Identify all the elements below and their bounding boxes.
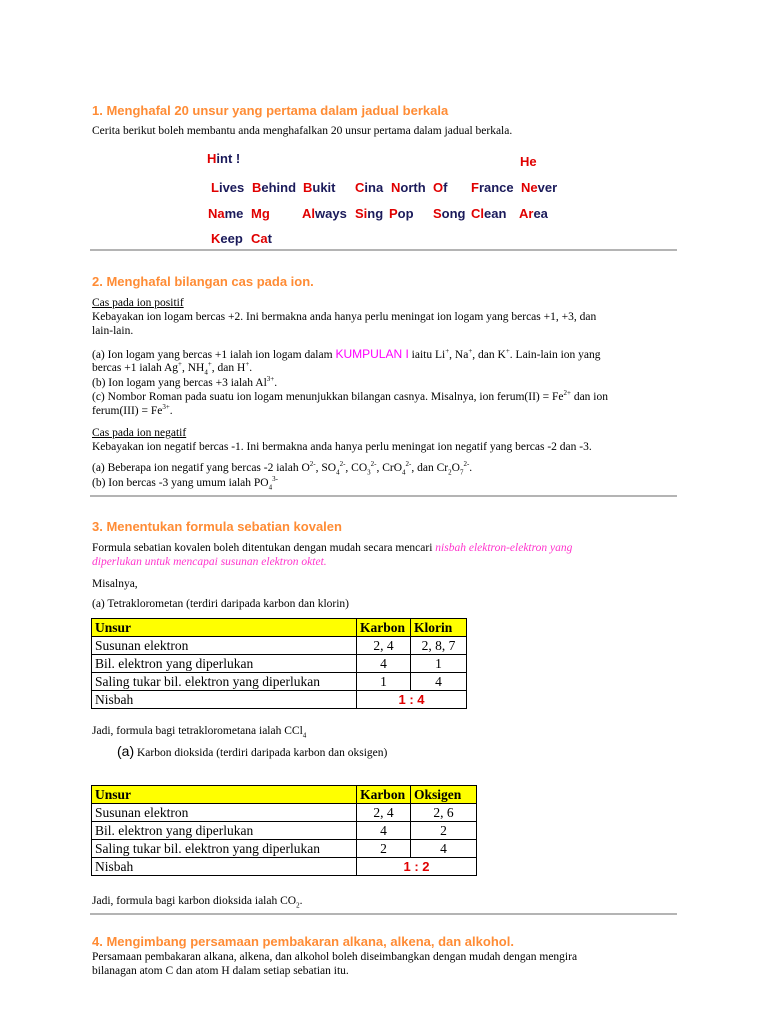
item-a: (a) Ion logam yang bercas +1 ialah ion logam dalam KUMPULAN I iaitu Li+, Na+, dan K+. Lain-lain ion yang <box>92 347 601 361</box>
hint-area: Area <box>519 206 548 221</box>
table-cell: Susunan elektron <box>92 637 357 655</box>
divider <box>90 495 677 497</box>
table-cell: 1 <box>357 673 411 691</box>
header-cell: Unsur <box>92 786 357 804</box>
table-cell: Nisbah <box>92 858 357 876</box>
table-cell: Saling tukar bil. elektron yang diperlukan <box>92 840 357 858</box>
table-row <box>92 804 477 822</box>
neg-item-b: (b) Ion bercas -3 yang umum ialah $PO_4^{3-}$ <box>92 475 278 492</box>
hint-mg: Mg <box>251 206 270 221</box>
hint-pop: Pop <box>389 206 414 221</box>
example-b-label: (a) Karbon dioksida (terdiri daripada karbon dan oksigen) <box>117 743 388 759</box>
section-3-intro: Formula sebatian kovalen boleh ditentukan dengan mudah secara mencari nisbah elektron-elektron yang <box>92 542 573 554</box>
hint-cina: Cina <box>355 180 384 195</box>
hint-north: North <box>391 180 426 195</box>
table-cell: 2, 4 <box>357 637 411 655</box>
positive-ion-heading: Cas pada ion positif <box>92 297 184 309</box>
header-cell: Oksigen <box>411 786 477 804</box>
example-a-label: (a) Tetraklorometan (terdiri daripada karbon dan klorin) <box>92 598 349 610</box>
conclusion-ccl4: Jadi, formula bagi tetraklorometana ialah CCl$_4$ <box>92 725 307 740</box>
negative-ion-text: Kebayakan ion negatif bercas -1. Ini bermakna anda hanya perlu meningat ion negatif yang bercas -2 dan -3. <box>92 441 592 453</box>
table-cell: 2 <box>357 840 411 858</box>
hint-sing: Sing <box>355 206 384 221</box>
table-row <box>92 858 477 876</box>
table-cell: Bil. elektron yang diperlukan <box>92 655 357 673</box>
section-4-text-2: bilanagan atom C dan atom H dalam setiap sebatian itu. <box>92 965 349 977</box>
hint-song: Song <box>433 206 466 221</box>
table-cell: Susunan elektron <box>92 804 357 822</box>
hint-lives: Lives <box>211 180 245 195</box>
hint-behind: Behind <box>252 180 297 195</box>
negative-ion-heading: Cas pada ion negatif <box>92 427 187 439</box>
hint-never: Never <box>521 180 558 195</box>
hint-of: Of <box>433 180 448 195</box>
section-3-intro-2: diperlukan untuk mencapai susunan elektron oktet. <box>92 556 327 568</box>
table-row <box>92 840 477 858</box>
table-row <box>92 691 467 709</box>
divider <box>90 249 677 251</box>
section-3-title: 3. Menentukan formula sebatian kovalen <box>92 519 342 534</box>
conclusion-co2: Jadi, formula bagi karbon dioksida ialah $CO_2$. <box>92 895 303 910</box>
hint-france: France <box>471 180 514 195</box>
ratio-cell: 1 : 2 <box>357 858 477 876</box>
hint-cat: Cat <box>251 231 272 246</box>
header-cell: Unsur <box>92 619 357 637</box>
hint-bukit: Bukit <box>303 180 336 195</box>
table-cell: 4 <box>357 655 411 673</box>
section-1-title: 1. Menghafal 20 unsur yang pertama dalam jadual berkala <box>92 103 449 118</box>
neg-item-a: (a) Beberapa ion negatif yang bercas -2 ialah $O^{2-}$, $SO_4^{2-}$, $CO_3^{2-}$, CrO$_4^{2-}$, dan $Cr_2O_7^{2-}$. <box>92 460 473 477</box>
table-carbon-dioxide <box>91 785 477 876</box>
table-row <box>92 637 467 655</box>
table-row <box>92 673 467 691</box>
misalnya: Misalnya, <box>92 578 138 590</box>
table-cell: 4 <box>357 822 411 840</box>
hint-name: Name <box>208 206 244 221</box>
table-cell: 4 <box>411 840 477 858</box>
table-header-row <box>92 786 477 804</box>
item-c-line2: ferum(III) = $Fe^{3+}$. <box>92 403 173 417</box>
header-cell: Klorin <box>411 619 467 637</box>
table-cell: Nisbah <box>92 691 357 709</box>
table-cell: 2, 6 <box>411 804 477 822</box>
section-4-text: Persamaan pembakaran alkana, alkena, dan alkohol boleh diseimbangkan dengan mudah dengan mengira <box>92 951 578 963</box>
header-cell: Karbon <box>357 619 411 637</box>
item-a-line2: bercas +1 ialah Ag+, $NH_4^+$, dan H+. <box>92 360 253 377</box>
table-cell: 2 <box>411 822 477 840</box>
positive-ion-text: Kebayakan ion logam bercas +2. Ini bermakna anda hanya perlu meningat ion logam yang bercas +1, +3, dan <box>92 311 597 323</box>
table-row <box>92 822 477 840</box>
section-1-intro: Cerita berikut boleh membantu anda menghafalkan 20 unsur pertama dalam jadual berkala. <box>92 125 513 137</box>
positive-ion-text-2: lain-lain. <box>92 325 134 337</box>
header-cell: Karbon <box>357 786 411 804</box>
table-cell: Bil. elektron yang diperlukan <box>92 822 357 840</box>
hint-label: Hint ! <box>207 151 241 166</box>
hint-he: He <box>520 154 537 169</box>
item-c: (c) Nombor Roman pada suatu ion logam menunjukkan bilangan casnya. Misalnya, ion ferum(II) = $Fe^{2+}$ dan ion <box>92 389 608 403</box>
item-b: (b) Ion logam yang bercas +3 ialah $Al^{3+}$. <box>92 375 278 389</box>
table-cell: Saling tukar bil. elektron yang diperlukan <box>92 673 357 691</box>
ratio-cell: 1 : 4 <box>357 691 467 709</box>
table-row <box>92 655 467 673</box>
table-cell: 1 <box>411 655 467 673</box>
table-header-row <box>92 619 467 637</box>
divider <box>90 913 677 915</box>
table-cell: 4 <box>411 673 467 691</box>
table-tetrachloromethane <box>91 618 467 709</box>
section-2-title: 2. Menghafal bilangan cas pada ion. <box>92 274 314 289</box>
hint-keep: Keep <box>211 231 243 246</box>
table-cell: 2, 4 <box>357 804 411 822</box>
hint-always: Always <box>302 206 347 221</box>
section-4-title: 4. Mengimbang persamaan pembakaran alkana, alkena, dan alkohol. <box>92 934 514 949</box>
table-cell: 2, 8, 7 <box>411 637 467 655</box>
hint-clean: Clean <box>471 206 507 221</box>
